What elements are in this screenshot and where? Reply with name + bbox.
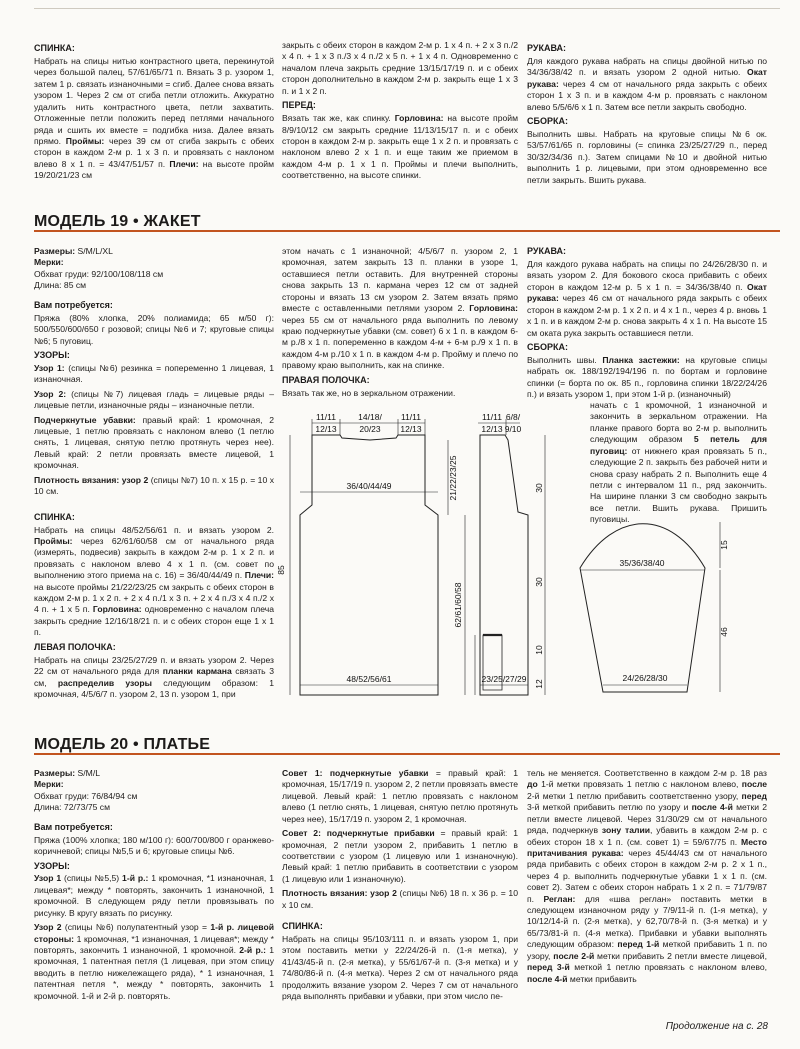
top-col-1 bbox=[34, 40, 274, 185]
model19-spinka-title: СПИНКА: bbox=[34, 511, 75, 522]
model19-levaya-title: ЛЕВАЯ ПОЛОЧКА: bbox=[34, 641, 116, 652]
model19-need-title: Вам потребуется: bbox=[34, 299, 113, 310]
model19-plotnost: Плотность вязания: узор 2 (спицы №7) 10 п. х 15 р. = 10 х 10 см. bbox=[34, 474, 274, 497]
model19-rukava-text: Для каждого рукава набрать на спицы по 24/26/28/30 п. и вязать узором 2. Для бокового скоса прибавить с обеих сторон в каждом 12-м р. 5 х 1 п. = 34/36/38/40 п. Окат рукава: через 46 см от начального ряда закрыть с обеих сторон в каждом 2-м р. 1 х 2 п. и 4 х 1 п., через 4 р. вновь 1 х 1 п. и в каждом 2-м р. снова закрыть 4 х 1 п. На высоте 15 см оката рука закрыть оставшиеся петли. bbox=[527, 258, 767, 338]
model19-col-3-side bbox=[590, 400, 767, 529]
front-piece-outline bbox=[480, 435, 528, 695]
model19-title: МОДЕЛЬ 19 • ЖАКЕТ bbox=[34, 213, 201, 230]
model19-header-line bbox=[34, 230, 780, 232]
dim-front-neck-sub: 9/10 bbox=[504, 424, 522, 434]
model20-need-title: Вам потребуется: bbox=[34, 821, 113, 832]
model19-uzory-title: УЗОРЫ: bbox=[34, 349, 70, 360]
dim-sleeve-bottom: 24/26/28/30 bbox=[622, 673, 668, 683]
model19-pravaya-title: ПРАВАЯ ПОЛОЧКА: bbox=[282, 374, 370, 385]
dim-front-neck: 6/8/ bbox=[505, 412, 521, 422]
top-pered-title: ПЕРЕД: bbox=[282, 100, 316, 111]
dim-sleeve-length: 46 bbox=[719, 627, 729, 637]
dim-front-width: 23/25/27/29 bbox=[481, 674, 527, 684]
model20-spinka-text: Набрать на спицы 95/103/111 п. и вязать узором 1, при этом поставить метки у 22/24/26-й п. (1-я метка), у 41/43/45-й п. (2-я метка), у 55/61/67-й п. (3-я метка) и у 74/80/86-й п. (4-я метка). Через 2 см от начального ряда продолжить вязание узором 2. Через 7 см от начального ряда выполнять прибавки и убавки, при этом число пе- bbox=[282, 934, 518, 1002]
model19-uzor2: Узор 2: (спицы №7) лицевая гладь = лицевые ряды – лицевые петли, изнаночные ряды – изнаночные петли. bbox=[34, 388, 274, 411]
dim-sleeve-top: 35/36/38/40 bbox=[619, 558, 665, 568]
model20-sovet1: Совет 1: подчеркнутые убавки = правый край: 1 кромочная, 15/17/19 п. узором 2, 2 петли провязать вместе лицевой. Левый край: 1 петлю провязать с наклоном влево (1 петлю снять, 1 лицевая, снятую петлю протянуть через нее), 15/17/19 п. узором 2, 1 кромочная. bbox=[282, 768, 518, 824]
model19-spinka-text: Набрать на спицы 48/52/56/61 п. и вязать узором 2. Проймы: через 62/61/60/58 см от начального ряда (измерять, подвесив) закрыть в каждом 2-м р. 1 х 2 п. и провязать с наклоном влево 4 х 1 п. (см. совет по выполнению этого приема на с. 16) = 36/40/44/49 п. Плечи: на высоте проймы 21/22/23/25 см закрыть с обеих сторон в каждом 2-м р. 1 х 2 п. + 2 х 4 п./1 х 3 п. + 2 х 4 п./3 х 4 п./2 х 4 п. + 1 х 5 п. Горловина: одновременно с началом плеча закрыть средние 12/16/18/21 п. и с обеих сторон еще 1 х 1 п. bbox=[34, 524, 275, 638]
model19-rukava-title: РУКАВА: bbox=[527, 246, 567, 256]
model19-side-text: начать с 1 кромочной, 1 изнаночной и закончить в зеркальном отражении. На планке правого борта во 2-м р. выполнить следующим образом 5 петель для пуговиц: от нижнего края провязать 5 п., следующие 2 п. закрыть без рабочей нити и снова сразу набрать 2 п. Выполнить еще 4 петли с интервалом 11 п., ряд закончить. На ширине планки 3 см свободно закрыть все петли. Вшить рукава. Пришить пуговицы. bbox=[590, 400, 767, 525]
dim-side-height: 62/61/60/58 bbox=[453, 582, 463, 628]
model19-body-diagram bbox=[270, 410, 590, 715]
model20-need-text: Пряжа (100% хлопка; 180 м/100 г): 600/700/800 г оранжево-коричневой; спицы №5,5 и 6; круговые спицы №6. bbox=[34, 834, 274, 857]
dim-front-10: 10 bbox=[534, 645, 544, 655]
back-piece-outline bbox=[300, 435, 438, 695]
model20-uzor1: Узор 1 (спицы №5,5) 1-й р.: 1 кромочная, *1 изнаночная, 1 лицевая*; между * повторять, закончить 1 изнаночной, 1 кромочной. В следующем ряду петли провязывать по рисунку. В кругу вязать по рисунку. bbox=[34, 873, 274, 918]
top-sborka-title: СБОРКА: bbox=[527, 116, 568, 127]
dim-armhole-height: 21/22/23/25 bbox=[448, 455, 458, 501]
model19-sizes: Размеры: S/M/L/XL bbox=[34, 246, 113, 256]
model20-length: Длина: 72/73/75 см bbox=[34, 802, 110, 813]
model20-chest: Обхват груди: 76/84/94 см bbox=[34, 790, 138, 801]
dim-front-shoulder: 11/11 bbox=[481, 412, 503, 422]
model20-uzory-title: УЗОРЫ: bbox=[34, 860, 70, 871]
page-footer-continuation: Продолжение на с. 28 bbox=[665, 1021, 768, 1032]
dim-front-shoulder-sub: 12/13 bbox=[481, 424, 503, 434]
model20-col3-text: тель не меняется. Соответственно в каждом 2-м р. 18 раз до 1-й метки провязать 1 петлю с наклоном влево, после 2-й метки 1 петлю прибавить соответственно узору, перед 3-й меткой прибавить петлю по узору и после 4-й метки 2 петли вместе лицевой. Через 31/30/29 см от начального ряда, подчеркнув зону талии, убавить в каждом 2-м р. с обеих сторон 18 х 1 п. (см. совет 1) = 59/67/75 п. Место притачивания рукава: через 45/44/43 см от начального ряда прибавить с обеих сторон в каждом 2-м р. 2 х 1 п., через 4 р. выполнить подчеркнутые убавки 1 х 1 п. (см. совет 2). Затем с обеих сторон набрать 1 х 2 п. = 71/79/87 п. Реглан: для «шва реглан» поставить метки в следующем изнаночном ряду у 7/9/11-й п. (1-я метка), у 10/12/14-й п. (2-я метка), у 62,70/78-й п. (3-я метка) и у 65/73/81-й п. (4-я метка). Прибавки и убавки выполнять следующим образом: перед 1-й меткой прибавить 1 п. по узору, после 2-й метки прибавить 2 петли вместе лицевой, перед 3-й меткой 1 петлю провязать с наклоном влево, после 4-й метки прибавить bbox=[527, 768, 768, 984]
dim-shoulder-right: 11/11 bbox=[400, 412, 422, 422]
model19-pravaya-text: Вязать так же, но в зеркальном отражении. bbox=[282, 387, 456, 398]
model19-uzor1: Узор 1: (спицы №6) резинка = попеременно 1 лицевая, 1 изнаночная. bbox=[34, 362, 274, 385]
model19-header bbox=[34, 211, 780, 235]
model19-col2-text: этом начать с 1 изнаночной; 4/5/6/7 п. узором 2, 1 кромочная, затем закрыть 13 п. планки в узоре 1, оставшиеся петли оставить. Для внутренней стороны снова закрыть 13 п. кармана через 12 см от задней стороны и вязать 13 см узором 2. Затем вязать прямо вместе с оставленными петлями узором 2. Горловина: через 55 см от начального ряда выполнить по левому краю подчеркнутые убавки (см. совет) 6 х 1 п. в каждом 6-м р./8 х 1 п. попеременно в каждом 4-м + 6-м р./9 х 1 п. в каждом 4-м р./10 х 1 п. в каждом 4-м р. Пройму и плечо по правому краю выполнить, как на спинке. bbox=[282, 246, 518, 371]
sleeve-outline bbox=[580, 524, 705, 692]
model20-merki-label: Мерки: bbox=[34, 779, 64, 790]
dim-hip-width: 48/52/56/61 bbox=[346, 674, 392, 684]
dim-sleeve-cap: 15 bbox=[719, 540, 729, 550]
model19-ubavki: Подчеркнутые убавки: правый край: 1 кромочная, 2 лицевые, 1 петлю провязать с наклоном влево (1 петлю снять, 1 лицевая, снятую петлю протянуть через нее). Левый край: 2 петли провязать вместе лицевой, 1 кромочная. bbox=[34, 414, 274, 471]
model20-header bbox=[34, 734, 780, 758]
model20-sovet2: Совет 2: подчеркнутые прибавки = правый край: 1 кромочная, 2 петли узором 2, прибавить 1 петлю в соответствии с узором (1 лицевую или 1 изнаночную). Левый край: 1 петлю прибавить в соответствии с узором (1 лицевую или 1 изнаночную). bbox=[282, 828, 518, 884]
model19-col-2 bbox=[282, 246, 518, 402]
dim-front-30-upper: 30 bbox=[534, 483, 544, 493]
model20-col-2 bbox=[282, 768, 518, 1006]
top-rukava-text: Для каждого рукава набрать на спицы двойной нитью по 34/36/38/42 п. и вязать узором 2 одной нитью. Окат рукава: через 4 см от начального ряда закрыть с обеих сторон 1 х 3 п. и в каждом 4-м р. провязать с наклоном влево 5/5/6/6 х 1 п. Затем все петли закрыть свободно. bbox=[527, 55, 767, 112]
model19-levaya-text: Набрать на спицы 23/25/27/29 п. и вязать узором 2. Через 22 см от начального ряда для планки кармана связать 3 см, распределив узоры следующим образом: 1 кромочная, 4/5/6/7 п. узором 2, 13 п. узором 1, при bbox=[34, 654, 274, 699]
top-rukava-title: РУКАВА: bbox=[527, 43, 567, 53]
top-sborka-text: Выполнить швы. Набрать на круговые спицы №6 ок. 53/57/61/65 п. горловины (= спинка 23/25/27/29 п., перед 30/32/34/36 п.). Затем спицами №10 и двойной нитью выполнить 1 р. лицевыми, при этом одновременно все петли закрыть. Вшить рукава. bbox=[527, 129, 767, 185]
dim-front-12: 12 bbox=[534, 679, 544, 689]
top-col2-text: закрыть с обеих сторон в каждом 2-м р. 1 х 4 п. + 2 х 3 п./2 х 4 п. + 1 х 3 п./3 х 4 п./2 х 5 п. + 1 х 4 п. Одновременно с началом плеча закрыть средние 13/15/17/19 п. и с обеих сторон дополнительно в каждом 2-м р. закрыть еще 1 х 3 п. и 1 х 2 п. bbox=[282, 40, 518, 96]
model19-length: Длина: 85 см bbox=[34, 280, 87, 291]
top-col-2 bbox=[282, 40, 518, 185]
model20-plotnost: Плотность вязания: узор 2 (спицы №6) 18 п. х 36 р. = 10 х 10 см. bbox=[282, 888, 518, 910]
top-spinka-title: СПИНКА: bbox=[34, 43, 75, 53]
model19-need-text: Пряжа (80% хлопка, 20% полиамида; 65 м/50 г): 500/550/600/650 г розовой; спицы №6 и 7; круговые спицы №6; 5 пуговиц. bbox=[34, 312, 274, 346]
model19-chest: Обхват груди: 92/100/108/118 см bbox=[34, 268, 164, 279]
model20-header-line bbox=[34, 753, 780, 755]
model20-col-1 bbox=[34, 768, 274, 1005]
model20-spinka-title: СПИНКА: bbox=[282, 921, 323, 932]
dim-shoulder-left: 11/11 bbox=[315, 412, 337, 422]
model20-sizes: Размеры: S/M/L bbox=[34, 768, 100, 778]
model19-sborka-text: Выполнить швы. Планка застежки: на круговые спицы набрать ок. 188/192/194/196 п. по бортам и горловине спинки (= борта по ок. 85 п., горловина спинки 18/22/24/26 п.) и вязать узором 1, при этом 1-й р. (изнаночный) bbox=[527, 354, 767, 400]
model19-col-3 bbox=[527, 246, 767, 404]
dim-shoulder-right-sub: 12/13 bbox=[400, 424, 422, 434]
top-divider bbox=[34, 8, 780, 9]
dim-neck-sub: 20/23 bbox=[359, 424, 381, 434]
top-spinka-text: Набрать на спицы нитью контрастного цвета, перекинутой через большой палец, 57/61/65/71 п. Вязать 3 р. узором 1, затем 1 р. связать изнаночными = сгиб. Далее снова вязать узором 1. Через 2 см от сгиба петли отложить. Аккуратно удалить нить контрастного цвета, петли захватить. Отложенные петли положить перед петлями начального ряда и сшить их вместе = подгибка низа. Далее вязать прямо. Проймы: через 39 см от сгиба закрыть с обеих сторон в каждом 2-м р. 1 х 3 п. и провязать с наклоном влево 8 х 1 п. = 43/47/51/57 п. Плечи: на высоте пройм 19/20/21/23 см bbox=[34, 55, 275, 181]
model19-sborka-title: СБОРКА: bbox=[527, 341, 568, 352]
model19-col-1 bbox=[34, 246, 274, 703]
model20-title: МОДЕЛЬ 20 • ПЛАТЬЕ bbox=[34, 736, 211, 753]
dim-total-height: 85 bbox=[276, 565, 286, 575]
dim-chest-width: 36/40/44/49 bbox=[346, 481, 392, 491]
top-col-3 bbox=[527, 40, 767, 189]
model20-col-3 bbox=[527, 768, 767, 988]
dim-neck-top: 14/18/ bbox=[358, 412, 382, 422]
model19-merki-label: Мерки: bbox=[34, 257, 64, 268]
dim-shoulder-left-sub: 12/13 bbox=[315, 424, 337, 434]
dim-front-30-lower: 30 bbox=[534, 577, 544, 587]
model19-sleeve-diagram bbox=[575, 520, 770, 710]
top-pered-text: Вязать так же, как спинку. Горловина: на высоте пройм 8/9/10/12 см закрыть средние 11/13/15/17 п. и с обеих сторон в каждом 2-м р. закрыть еще 1 х 2 п. и провязать с наклоном влево 2 х 1 п. и еще таким же приемом в каждом 4-м р. 1 х 1 п. Проймы и плечи выполнить, соответственно, на высоте спинки. bbox=[282, 113, 518, 181]
model20-uzor2: Узор 2 (спицы №6) полупатентный узор = 1-й р. лицевой стороны: 1 кромочная, *1 изнаночная, 1 лицевая*; между * повторять, закончить 1 изнаночной, 1 кромочной. 2-й р.: 1 кромочная, 1 патентная петля (1 лицевая, при этом спицу вводить в петлю нижележащего ряда), * 1 изнаночная, 1 патентная петля *, между * повторять, закончить 1 кромочной. 1-й и 2-й р. повторять. bbox=[34, 922, 275, 1001]
